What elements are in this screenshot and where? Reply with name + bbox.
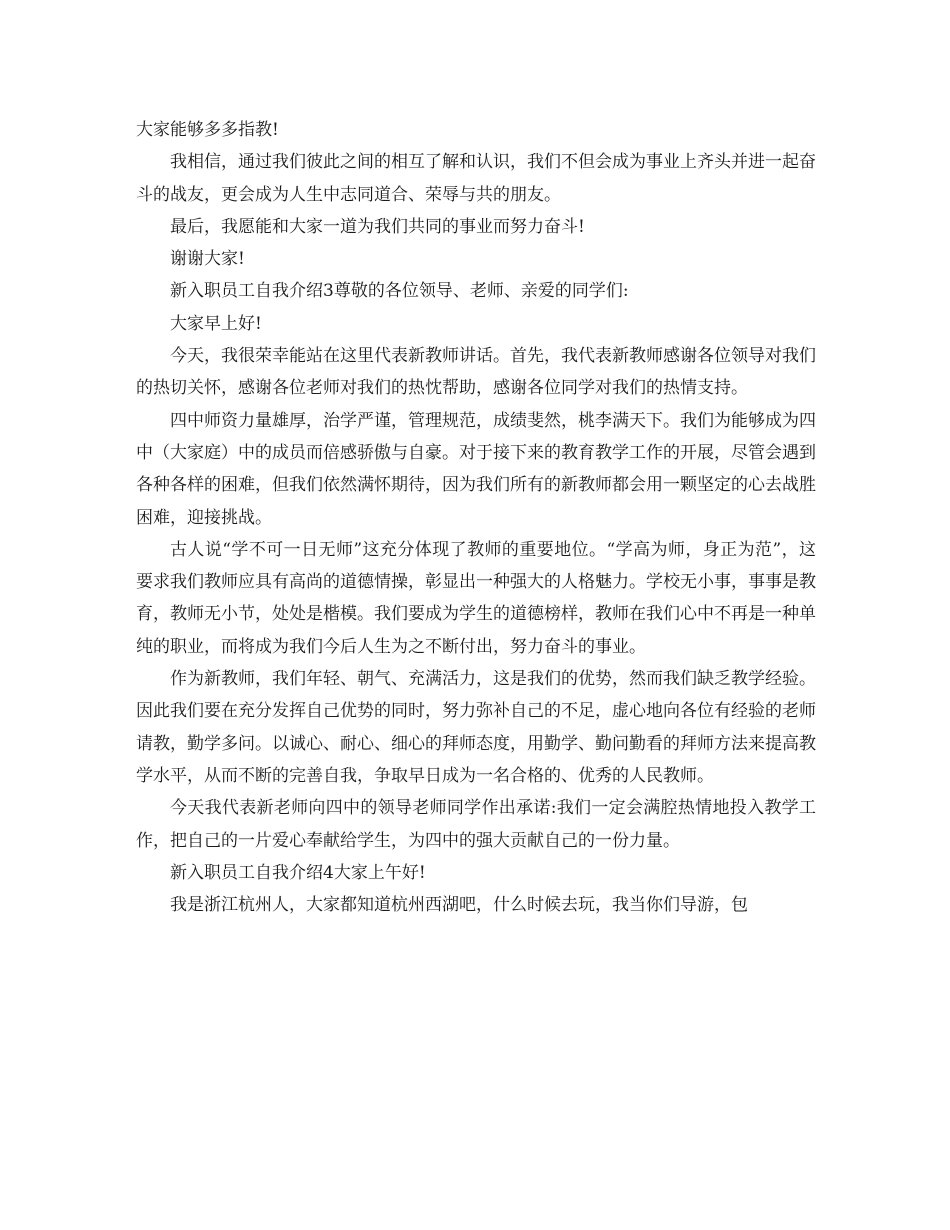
paragraph: 今天，我很荣幸能站在这里代表新教师讲话。首先，我代表新教师感谢各位领导对我们的热切关怀，感谢各位老师对我们的热忱帮助，感谢各位同学对我们的热情支持。 [136, 346, 816, 399]
paragraph: 我相信，通过我们彼此之间的相互了解和认识，我们不但会成为事业上齐头并进一起奋斗的战友，更会成为人生中志同道合、荣辱与共的朋友。 [136, 152, 816, 205]
paragraph: 谢谢大家! [170, 249, 245, 270]
paragraph: 今天我代表新老师向四中的领导老师同学作出承诺:我们一定会满腔热情地投入教学工作，把自己的一片爱心奉献给学生，为四中的强大贡献自己的一份力量。 [136, 798, 816, 851]
paragraph: 新入职员工自我介绍4大家上午好! [170, 862, 426, 883]
paragraph: 最后，我愿能和大家一道为我们共同的事业而努力奋斗! [170, 216, 585, 237]
paragraph: 古人说“学不可一日无师”这充分体现了教师的重要地位。“学高为师，身正为范”，这要求我们教师应具有高尚的道德情操，彰显出一种强大的人格魅力。学校无小事，事事是教育，教师无小节，处处是楷模。我们要成为学生的道德榜样，教师在我们心中不再是一种单纯的职业，而将成为我们今后人生为之不断付出，努力奋斗的事业。 [136, 539, 816, 657]
paragraph: 作为新教师，我们年轻、朝气、充满活力，这是我们的优势，然而我们缺乏教学经验。因此我们要在充分发挥自己优势的同时，努力弥补自己的不足，虚心地向各位有经验的老师请教，勤学多问。以诚心、耐心、细心的拜师态度，用勤学、勤问勤看的拜师方法来提高教学水平，从而不断的完善自我，争取早日成为一名合格的、优秀的人民教师。 [136, 669, 816, 786]
paragraph: 大家早上好! [170, 313, 262, 334]
paragraph: 大家能够多多指教! [136, 120, 279, 140]
document-page [136, 114, 816, 921]
paragraph: 我是浙江杭州人，大家都知道杭州西湖吧，什么时候去玩，我当你们导游，包 [170, 895, 748, 916]
paragraph: 四中师资力量雄厚，治学严谨，管理规范，成绩斐然，桃李满天下。我们为能够成为四中（大家庭）中的成员而倍感骄傲与自豪。对于接下来的教育教学工作的开展，尽管会遇到各种各样的困难，但我们依然满怀期待，因为我们所有的新教师都会用一颗坚定的心去战胜困难，迎接挑战。 [136, 410, 816, 528]
paragraph: 新入职员工自我介绍3尊敬的各位领导、老师、亲爱的同学们: [170, 281, 629, 302]
